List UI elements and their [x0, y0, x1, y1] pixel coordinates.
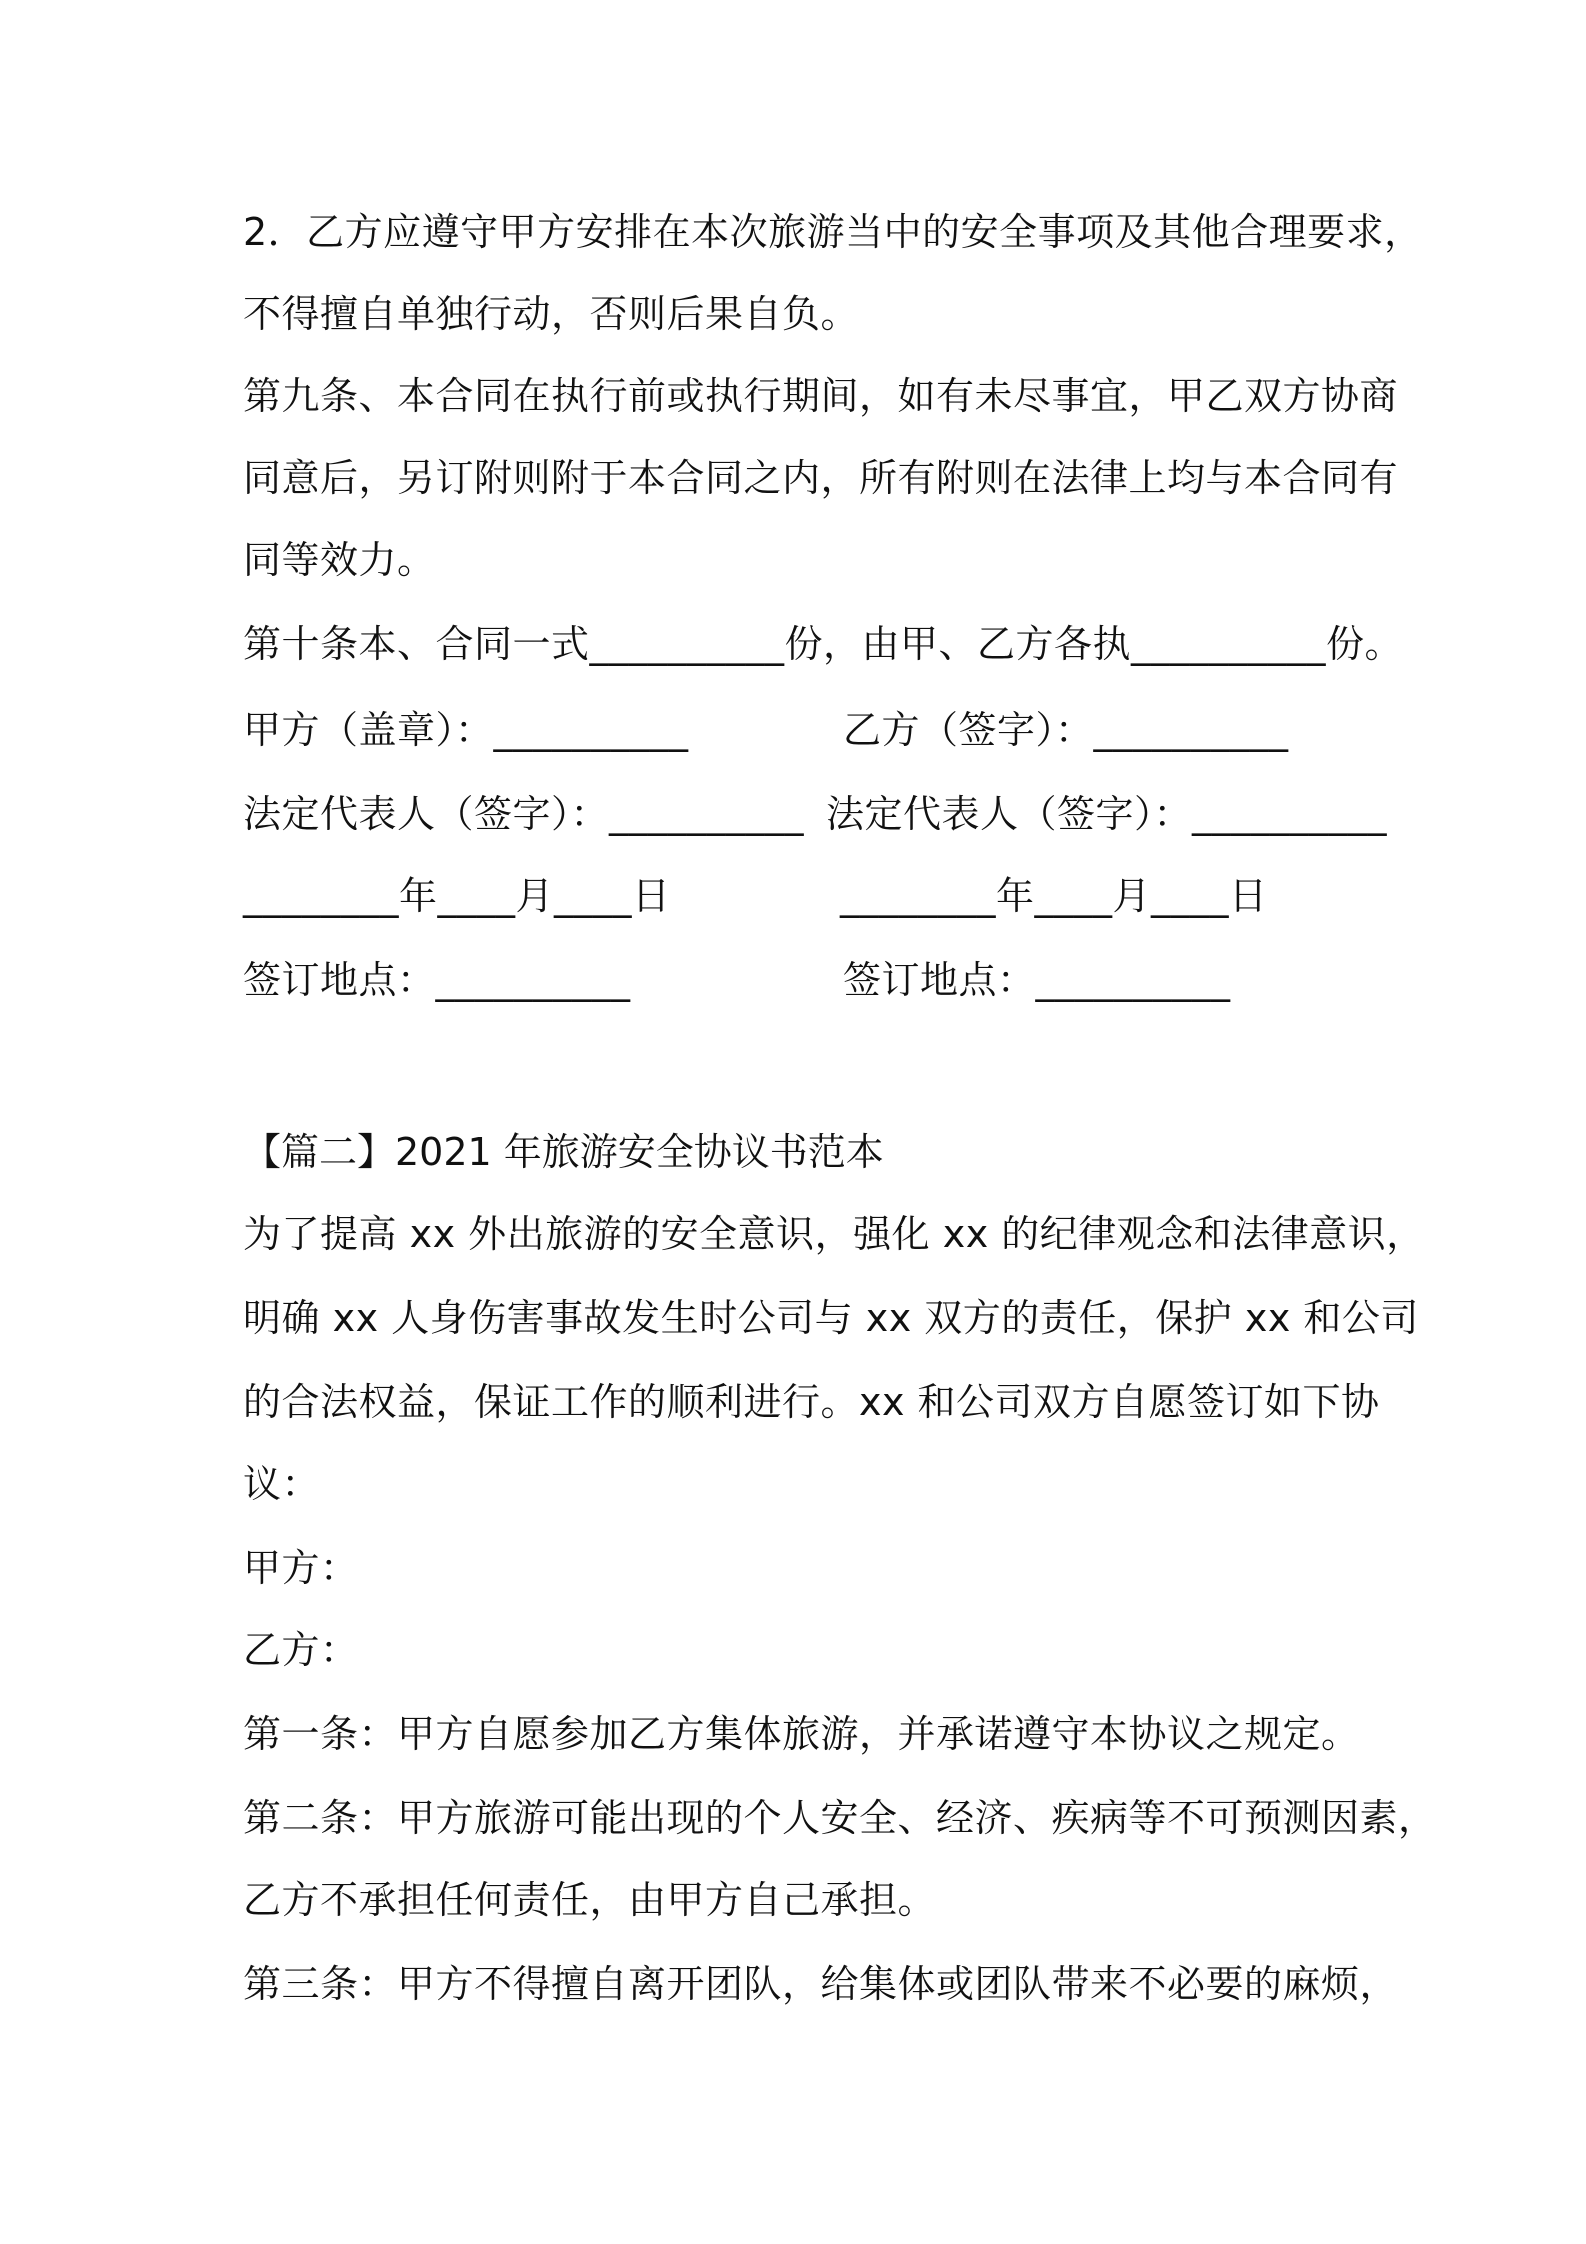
- article-9-line-1: 第九条、本合同在执行前或执行期间，如有未尽事宜，甲乙双方协商: [243, 374, 1399, 418]
- article-2-line-1: 第二条：甲方旅游可能出现的个人安全、经济、疾病等不可预测因素，: [243, 1796, 1437, 1840]
- article-2-line-2: 乙方不承担任何责任，由甲方自己承担。: [243, 1878, 937, 1922]
- intro-line-3: 的合法权益，保证工作的顺利进行。xx 和公司双方自愿签订如下协: [243, 1380, 1380, 1424]
- article-3-line-1: 第三条：甲方不得擅自离开团队，给集体或团队带来不必要的麻烦，: [243, 1962, 1399, 2006]
- intro-line-2: 明确 xx 人身伤害事故发生时公司与 xx 双方的责任，保护 xx 和公司: [243, 1296, 1419, 1340]
- legal-rep-b-field: 法定代表人（签字）：__________: [826, 792, 1388, 836]
- article-10: 第十条本、合同一式__________份，由甲、乙方各执__________份。: [243, 622, 1404, 666]
- article-1: 第一条：甲方自愿参加乙方集体旅游，并承诺遵守本协议之规定。: [243, 1712, 1360, 1756]
- intro-line-1: 为了提高 xx 外出旅游的安全意识，强化 xx 的纪律观念和法律意识，: [243, 1212, 1425, 1256]
- party-a-seal-field: 甲方（盖章）：__________: [243, 708, 689, 752]
- clause-2-line-2: 不得擅自单独行动，否则后果自负。: [243, 292, 860, 336]
- intro-line-4: 议：: [243, 1462, 321, 1506]
- section-2-title: 【篇二】2021 年旅游安全协议书范本: [243, 1130, 884, 1174]
- date-a-field: ________年____月____日: [243, 874, 671, 918]
- place-b-field: 签订地点：__________: [843, 958, 1231, 1002]
- date-b-field: ________年____月____日: [840, 874, 1268, 918]
- party-b-label: 乙方：: [243, 1628, 359, 1672]
- party-a-label: 甲方：: [243, 1546, 359, 1590]
- legal-rep-a-field: 法定代表人（签字）：__________: [243, 792, 805, 836]
- article-9-line-3: 同等效力。: [243, 538, 436, 582]
- place-a-field: 签订地点：__________: [243, 958, 631, 1002]
- party-b-sign-field: 乙方（签字）：__________: [843, 708, 1289, 752]
- article-9-line-2: 同意后，另订附则附于本合同之内，所有附则在法律上均与本合同有: [243, 456, 1399, 500]
- clause-2-line-1: 2．乙方应遵守甲方安排在本次旅游当中的安全事项及其他合理要求，: [243, 210, 1423, 254]
